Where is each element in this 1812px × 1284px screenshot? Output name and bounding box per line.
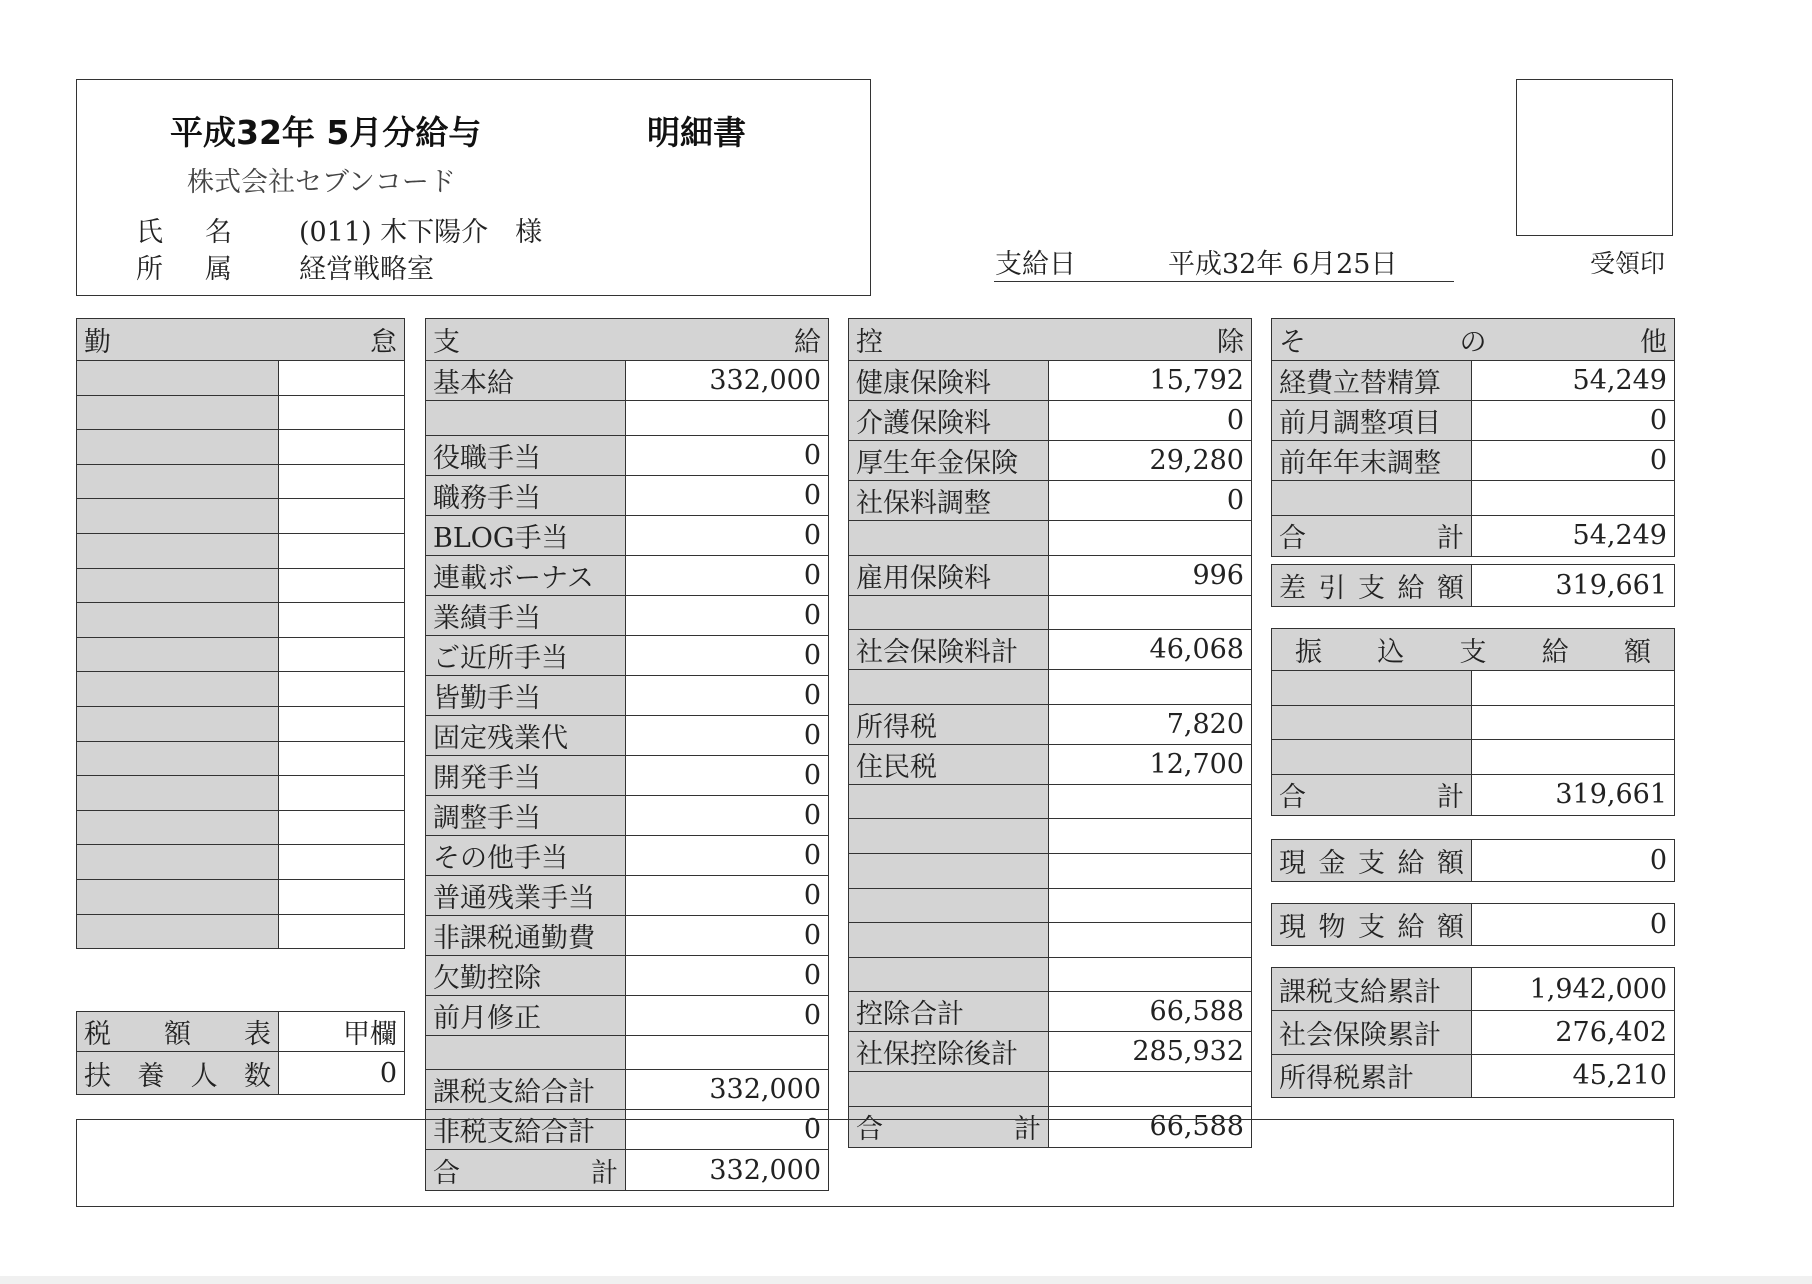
other-item-row-label: 経費立替精算 — [1272, 361, 1472, 401]
attendance-row-label — [77, 395, 279, 430]
bank-transfer-row-value — [1472, 740, 1675, 775]
tax-table-value: 甲欄 — [279, 1012, 405, 1052]
tax-table-label: 税 額 表 — [77, 1012, 279, 1052]
deduction-row-value — [1049, 595, 1252, 630]
cumulative-row-label: 課税支給累計 — [1272, 968, 1472, 1011]
attendance-row-label — [77, 499, 279, 534]
payments-total-value: 332,000 — [626, 1150, 829, 1191]
payday-label: 支給日 — [995, 249, 1076, 280]
attendance-row-label — [77, 637, 279, 672]
name-label-1: 氏 — [136, 217, 163, 248]
deduction-row-label: 住民税 — [849, 744, 1049, 784]
deduction-row-value — [1049, 784, 1252, 819]
net-pay-table — [1271, 564, 1675, 607]
deduction-row-value — [1049, 1072, 1252, 1107]
deductions-total-label: 合 計 — [849, 1106, 1049, 1147]
deduction-row-label: 所得税 — [849, 704, 1049, 744]
attendance-row-label — [77, 430, 279, 465]
other-item-row-label — [1272, 481, 1472, 516]
other-item-row-value — [1472, 481, 1675, 516]
attendance-row-value — [279, 568, 405, 603]
deduction-row-value: 7,820 — [1049, 704, 1252, 744]
attendance-row-label — [77, 464, 279, 499]
bank-transfer-row-label — [1272, 671, 1472, 706]
cumulative-table — [1271, 967, 1675, 1098]
cumulative-row-label: 所得税累計 — [1272, 1054, 1472, 1097]
cumulative-row-value: 276,402 — [1472, 1011, 1675, 1054]
deduction-row-label — [849, 521, 1049, 556]
cash-pay-label: 現 金 支 給 額 — [1272, 840, 1472, 882]
payment-row-value: 0 — [626, 435, 829, 475]
deduction-row-label: 社会保険料計 — [849, 630, 1049, 670]
payment-row-label: 非税支給合計 — [426, 1110, 626, 1150]
payments-table — [425, 318, 829, 1191]
attendance-header — [77, 319, 405, 361]
payday-underline — [994, 281, 1454, 282]
deduction-row-label — [849, 784, 1049, 819]
in-kind-pay-table — [1271, 903, 1675, 946]
net-pay-label: 差 引 支 給 額 — [1272, 565, 1472, 607]
payment-row-value: 0 — [626, 995, 829, 1035]
in-kind-pay-label: 現 物 支 給 額 — [1272, 904, 1472, 946]
statement-title: 平成32年 5月分給与 — [170, 113, 482, 152]
deduction-row-label — [849, 923, 1049, 958]
payment-row-label — [426, 401, 626, 436]
attendance-row-value — [279, 603, 405, 638]
deduction-row-value — [1049, 923, 1252, 958]
attendance-row-value — [279, 741, 405, 776]
deduction-row-value: 12,700 — [1049, 744, 1252, 784]
deduction-row-value — [1049, 888, 1252, 923]
deductions-total-value: 66,588 — [1049, 1106, 1252, 1147]
bank-transfer-row-label — [1272, 740, 1472, 775]
payment-row-label: 基本給 — [426, 361, 626, 401]
payment-row-value: 0 — [626, 475, 829, 515]
attendance-row-label — [77, 810, 279, 845]
deductions-header: 控 除 — [849, 319, 1252, 361]
employee-name: (011) 木下陽介 様 — [299, 217, 543, 248]
payment-row-label: BLOG手当 — [426, 515, 626, 555]
deduction-row-label: 社保控除後計 — [849, 1032, 1049, 1072]
header-box — [76, 79, 871, 296]
payment-row-value: 0 — [626, 515, 829, 555]
dept-label-2: 属 — [205, 254, 232, 285]
deduction-row-label: 介護保険料 — [849, 401, 1049, 441]
page-bottom-edge — [0, 1276, 1812, 1284]
attendance-row-value — [279, 776, 405, 811]
deduction-row-label: 雇用保険料 — [849, 555, 1049, 595]
cumulative-row-value: 1,942,000 — [1472, 968, 1675, 1011]
attendance-row-label — [77, 845, 279, 880]
other-items-total-value: 54,249 — [1472, 515, 1675, 556]
attendance-row-label — [77, 914, 279, 949]
net-pay-value: 319,661 — [1472, 565, 1675, 607]
attendance-row-value — [279, 464, 405, 499]
other-item-row-value: 0 — [1472, 441, 1675, 481]
attendance-row-value — [279, 395, 405, 430]
payment-row-value: 0 — [626, 795, 829, 835]
memo-box — [76, 1119, 1674, 1207]
attendance-row-value — [279, 499, 405, 534]
payment-row-label: 欠勤控除 — [426, 955, 626, 995]
tax-info-table — [76, 1011, 405, 1095]
payday-value: 平成32年 6月25日 — [1168, 249, 1398, 280]
deduction-row-label — [849, 670, 1049, 705]
attendance-row-value — [279, 361, 405, 396]
payments-total-label: 合 計 — [426, 1150, 626, 1191]
deduction-row-label: 厚生年金保険 — [849, 441, 1049, 481]
department: 経営戦略室 — [299, 254, 434, 285]
payment-row-label: 役職手当 — [426, 435, 626, 475]
payment-row-value — [626, 1035, 829, 1070]
attendance-row-value — [279, 810, 405, 845]
deduction-row-label — [849, 957, 1049, 992]
deduction-row-label — [849, 853, 1049, 888]
payments-header: 支 給 — [426, 319, 829, 361]
bank-transfer-table — [1271, 628, 1675, 816]
payment-row-value: 0 — [626, 715, 829, 755]
attendance-row-value — [279, 533, 405, 568]
attendance-row-value — [279, 637, 405, 672]
company-name: 株式会社セブンコード — [187, 167, 456, 198]
bank-transfer-total-value: 319,661 — [1472, 774, 1675, 815]
deduction-row-value: 285,932 — [1049, 1032, 1252, 1072]
payment-row-label: 開発手当 — [426, 755, 626, 795]
deduction-row-label — [849, 595, 1049, 630]
receipt-stamp-box — [1516, 79, 1673, 236]
other-items-table — [1271, 318, 1675, 557]
payment-row-value: 0 — [626, 1110, 829, 1150]
payment-row-label: 業績手当 — [426, 595, 626, 635]
payment-row-label: 非課税通勤費 — [426, 915, 626, 955]
deduction-row-value: 0 — [1049, 401, 1252, 441]
bank-transfer-header: 振 込 支 給 額 — [1272, 629, 1675, 671]
statement-title-suffix: 明細書 — [647, 113, 746, 152]
payment-row-value: 0 — [626, 755, 829, 795]
deduction-row-label — [849, 1072, 1049, 1107]
payment-row-value: 332,000 — [626, 1070, 829, 1110]
bank-transfer-row-value — [1472, 671, 1675, 706]
other-item-row-label: 前月調整項目 — [1272, 401, 1472, 441]
dependents-label: 扶 養 人 数 — [77, 1052, 279, 1095]
deduction-row-value: 46,068 — [1049, 630, 1252, 670]
attendance-header-char: 怠 — [370, 327, 397, 358]
payment-row-label: 固定残業代 — [426, 715, 626, 755]
payment-row-value: 0 — [626, 595, 829, 635]
deduction-row-value — [1049, 819, 1252, 854]
payment-row-value: 0 — [626, 955, 829, 995]
other-item-row-value: 54,249 — [1472, 361, 1675, 401]
bank-transfer-total-label: 合 計 — [1272, 774, 1472, 815]
receipt-stamp-label: 受領印 — [1590, 249, 1666, 278]
attendance-row-value — [279, 430, 405, 465]
deduction-row-label — [849, 888, 1049, 923]
deduction-row-label — [849, 819, 1049, 854]
cash-pay-value: 0 — [1472, 840, 1675, 882]
deduction-row-value — [1049, 670, 1252, 705]
deduction-row-label: 社保料調整 — [849, 481, 1049, 521]
deduction-row-label: 控除合計 — [849, 992, 1049, 1032]
attendance-row-label — [77, 706, 279, 741]
payment-row-value: 0 — [626, 915, 829, 955]
deduction-row-value: 29,280 — [1049, 441, 1252, 481]
attendance-row-value — [279, 914, 405, 949]
payment-row-label: 職務手当 — [426, 475, 626, 515]
payment-row-label: 課税支給合計 — [426, 1070, 626, 1110]
attendance-row-label — [77, 533, 279, 568]
attendance-row-value — [279, 845, 405, 880]
payment-row-label: 連載ボーナス — [426, 555, 626, 595]
payment-row-value: 0 — [626, 635, 829, 675]
attendance-header-char: 勤 — [84, 327, 111, 358]
attendance-row-value — [279, 879, 405, 914]
deduction-row-label: 健康保険料 — [849, 361, 1049, 401]
attendance-row-value — [279, 706, 405, 741]
cumulative-row-label: 社会保険累計 — [1272, 1011, 1472, 1054]
payment-row-value: 0 — [626, 875, 829, 915]
deduction-row-value: 66,588 — [1049, 992, 1252, 1032]
payment-row-label: ご近所手当 — [426, 635, 626, 675]
other-item-row-label: 前年年末調整 — [1272, 441, 1472, 481]
payment-row-value: 0 — [626, 835, 829, 875]
cumulative-row-value: 45,210 — [1472, 1054, 1675, 1097]
payment-row-value: 0 — [626, 675, 829, 715]
attendance-row-label — [77, 603, 279, 638]
other-items-total-label: 合 計 — [1272, 515, 1472, 556]
deduction-row-value — [1049, 853, 1252, 888]
other-item-row-value: 0 — [1472, 401, 1675, 441]
deduction-row-value — [1049, 521, 1252, 556]
payment-row-value: 0 — [626, 555, 829, 595]
attendance-row-label — [77, 741, 279, 776]
attendance-row-label — [77, 568, 279, 603]
deduction-row-value: 996 — [1049, 555, 1252, 595]
payment-row-label: 前月修正 — [426, 995, 626, 1035]
deduction-row-value: 0 — [1049, 481, 1252, 521]
payment-row-value — [626, 401, 829, 436]
deduction-row-value: 15,792 — [1049, 361, 1252, 401]
deductions-table — [848, 318, 1252, 1148]
attendance-row-label — [77, 776, 279, 811]
bank-transfer-row-label — [1272, 705, 1472, 740]
payment-row-label — [426, 1035, 626, 1070]
dependents-value: 0 — [279, 1052, 405, 1095]
payment-row-label: 調整手当 — [426, 795, 626, 835]
cash-pay-table — [1271, 839, 1675, 882]
deduction-row-value — [1049, 957, 1252, 992]
other-items-header: そ の 他 — [1272, 319, 1675, 361]
attendance-row-label — [77, 879, 279, 914]
attendance-row-label — [77, 672, 279, 707]
payment-row-label: 普通残業手当 — [426, 875, 626, 915]
attendance-row-label — [77, 361, 279, 396]
payment-row-label: その他手当 — [426, 835, 626, 875]
dept-label-1: 所 — [136, 254, 163, 285]
name-label-2: 名 — [205, 217, 232, 248]
bank-transfer-row-value — [1472, 705, 1675, 740]
in-kind-pay-value: 0 — [1472, 904, 1675, 946]
attendance-row-value — [279, 672, 405, 707]
payment-row-value: 332,000 — [626, 361, 829, 401]
attendance-table — [76, 318, 405, 949]
payment-row-label: 皆勤手当 — [426, 675, 626, 715]
